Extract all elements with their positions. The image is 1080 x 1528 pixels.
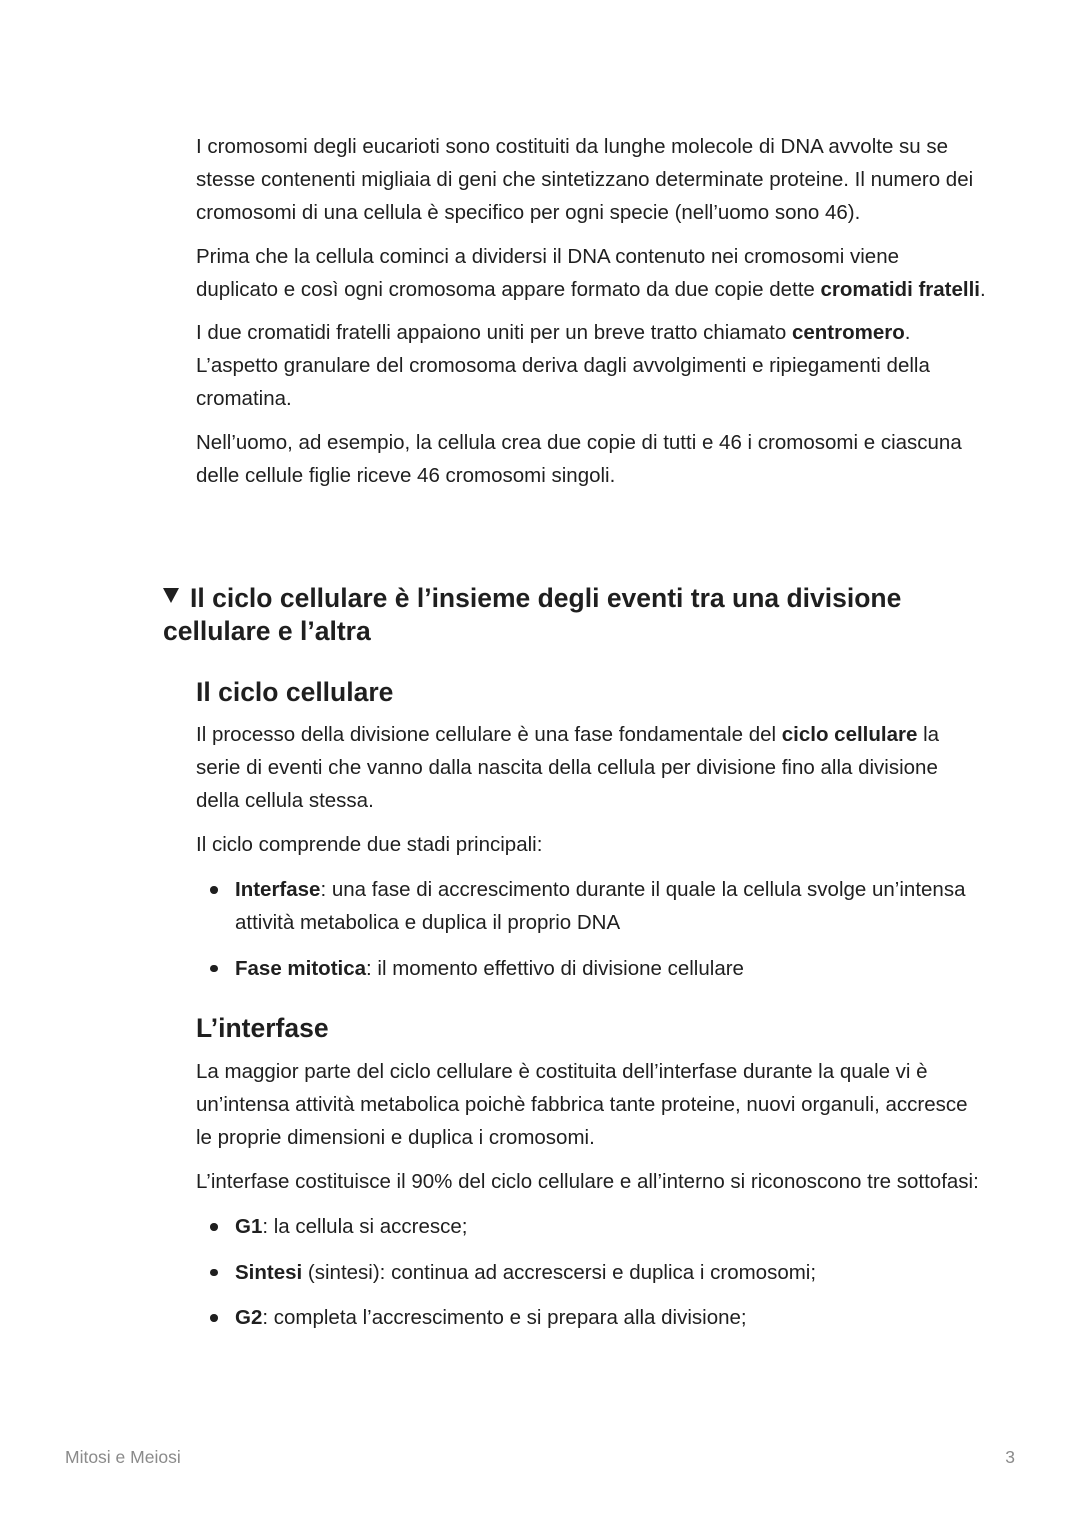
- term-centromero: centromero: [791, 321, 905, 344]
- list-item: [196, 1256, 986, 1289]
- text: I due cromatidi fratelli appaiono uniti per un breve tratto chiamato: [196, 321, 792, 344]
- list-term: G2: [235, 1306, 263, 1329]
- list-text: : una fase di accrescimento durante il quale la cellula svolge un’intensa attività metabolica e duplica il proprio DNA: [235, 878, 966, 934]
- list-item: [196, 873, 986, 939]
- term-ciclo-cellulare: ciclo cellulare: [781, 723, 918, 746]
- list-text: : la cellula si accresce;: [262, 1215, 468, 1238]
- list-text: : completa l’accrescimento e si prepara alla divisione;: [262, 1306, 747, 1329]
- text: .: [980, 277, 986, 301]
- list-item: [196, 952, 986, 985]
- text: la serie di eventi che vanno dalla nascita della cellula per divisione fino alla divisione della cellula stessa.: [196, 723, 940, 812]
- list-text: : il momento effettivo di divisione cellulare: [366, 956, 744, 980]
- text: Il processo della divisione cellulare è una fase fondamentale del: [196, 723, 782, 746]
- list-item: [196, 1210, 986, 1243]
- interfase-section: [196, 1055, 986, 1347]
- paragraph-divisione: [196, 718, 986, 817]
- text: Prima che la cellula cominci a dividersi il DNA contenuto nei cromosomi viene duplicato e così ogni cromosoma appare formato da due copie dette: [196, 244, 899, 301]
- paragraph-interfase: La maggior parte del ciclo cellulare è costituita dell’interfase durante la quale vi è un’intensa attività metabolica poichè fabbrica tante proteine, nuovi organuli, accresce le proprie dimensioni e duplica i cromosomi.: [196, 1060, 968, 1149]
- toggle-heading-text: Il ciclo cellulare è l’insieme degli eventi tra una divisione cellulare e l’altra: [163, 583, 902, 646]
- triangle-down-icon[interactable]: [163, 588, 179, 603]
- footer-document-title: Mitosi e Meiosi: [65, 1447, 181, 1467]
- list-term: Sintesi: [235, 1260, 303, 1284]
- toggle-heading[interactable]: [163, 582, 983, 648]
- paragraph-centromero: [196, 316, 986, 415]
- paragraph-duplicazione: [196, 240, 986, 306]
- paragraph-esempio-uomo: Nell’uomo, ad esempio, la cellula crea due copie di tutti e 46 i cromosomi e ciascuna delle cellule figlie riceve 46 cromosomi singoli.: [196, 430, 962, 487]
- text: . L’aspetto granulare del cromosoma deriva dagli avvolgimenti e ripiegamenti della cromatina.: [196, 321, 930, 410]
- subheading-interfase: L’interfase: [196, 1013, 329, 1043]
- paragraph-sottofasi: L’interfase costituisce il 90% del ciclo cellulare e all’interno si riconoscono tre sottofasi:: [196, 1169, 979, 1193]
- subheading-ciclo-cellulare: Il ciclo cellulare: [196, 677, 394, 707]
- term-cromatidi-fratelli: cromatidi fratelli: [820, 277, 980, 301]
- list-term: G1: [235, 1215, 263, 1238]
- bullet-icon: [210, 1223, 218, 1231]
- ciclo-section: [196, 718, 986, 997]
- list-term: Fase mitotica: [235, 956, 367, 980]
- list-text: (sintesi): continua ad accrescersi e duplica i cromosomi;: [302, 1260, 817, 1284]
- bullet-icon: [210, 1269, 218, 1277]
- bullet-icon: [210, 886, 218, 894]
- footer-page-number: 3: [1005, 1447, 1015, 1467]
- bullet-icon: [210, 965, 218, 973]
- intro-section: [196, 130, 986, 502]
- list-term: Interfase: [235, 878, 321, 901]
- paragraph-stadi: Il ciclo comprende due stadi principali:: [196, 832, 543, 856]
- list-sottofasi: [196, 1210, 986, 1334]
- paragraph-cromosomi: I cromosomi degli eucarioti sono costituiti da lunghe molecole di DNA avvolte su se stesse contenenti migliaia di geni che sintetizzano determinate proteine. Il numero dei cromosomi di una cellula è specifico per ogni specie (nell’uomo sono 46).: [196, 135, 974, 224]
- list-stadi: [196, 873, 986, 985]
- bullet-icon: [210, 1314, 218, 1322]
- list-item: [196, 1301, 986, 1334]
